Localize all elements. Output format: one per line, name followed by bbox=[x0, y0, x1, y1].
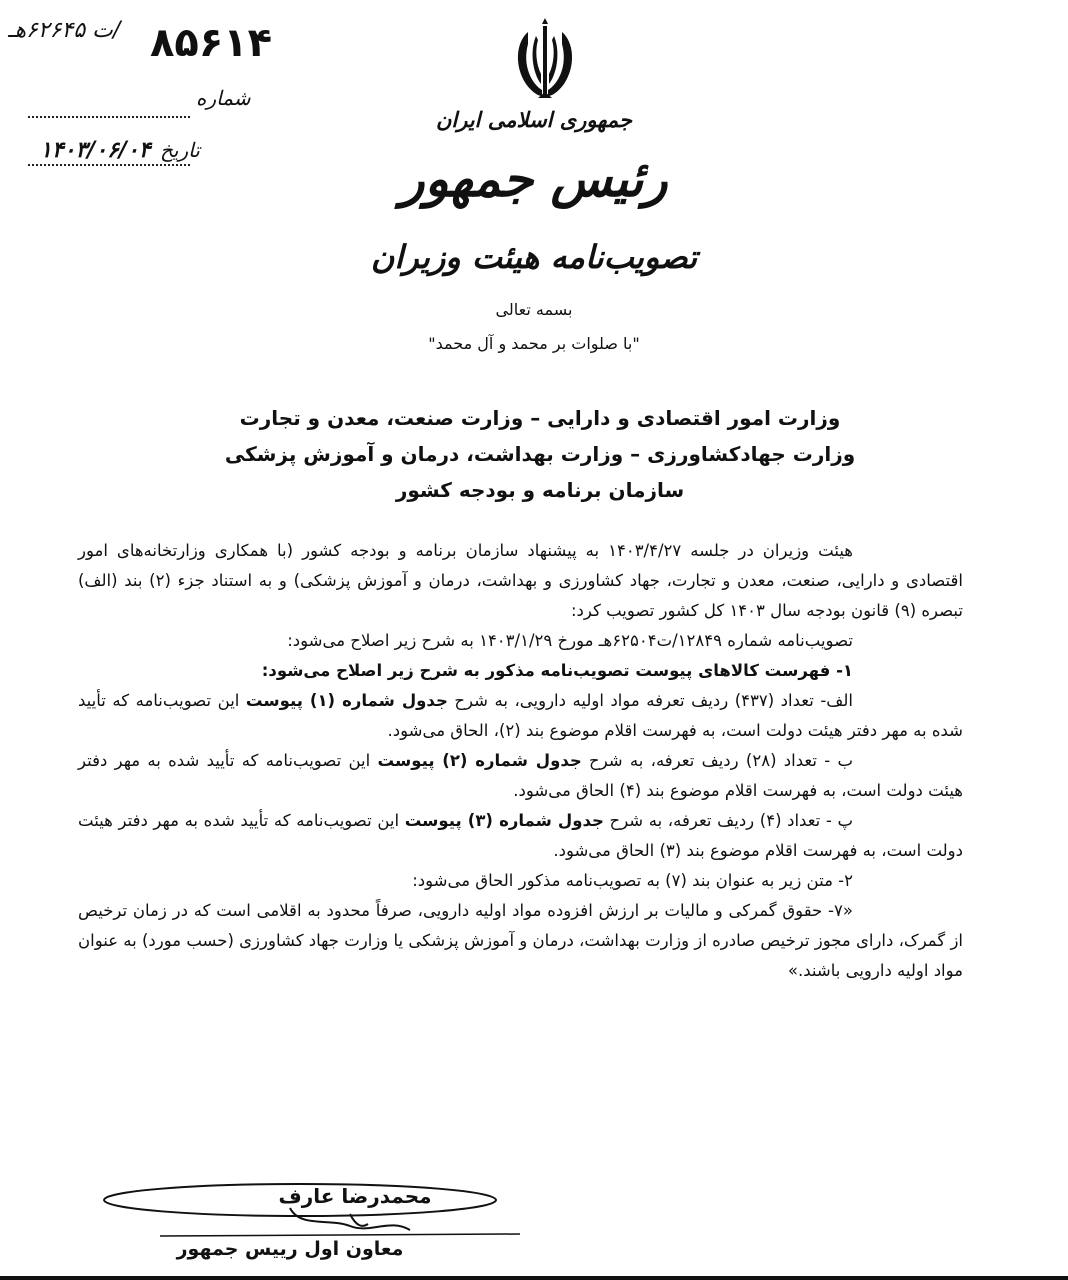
attachment-table-2: جدول شماره (۲) پیوست bbox=[377, 751, 582, 770]
recipient-line: وزارت جهادکشاورزی – وزارت بهداشت، درمان و آموزش پزشکی bbox=[224, 442, 856, 466]
clause-1-a-text: الف- تعداد (۴۳۷) ردیف تعرفه مواد اولیه دارویی، به شرح bbox=[454, 691, 853, 710]
salavat-line: "با صلوات بر محمد و آل محمد" bbox=[428, 334, 640, 353]
clause-7-quote: «۷- حقوق گمرکی و مالیات بر ارزش افزوده مواد اولیه دارویی، صرفاً محدود به اقلامی است که در زمان ترخیص از گمرک، دارای مجوز ترخیص صادره از وزارت بهداشت، درمان و آموزش پزشکی یا وزارت جهاد کشاورزی (حسب مورد) به عنوان مواد اولیه دارویی باشند.» bbox=[78, 901, 963, 980]
intro-paragraph: هیئت وزیران در جلسه ۱۴۰۳/۴/۲۷ به پیشنهاد سازمان برنامه و بودجه کشور (با همکاری وزارتخانه‌های امور اقتصادی و دارایی، صنعت، معدن و تجارت، جهاد کشاورزی و بهداشت، درمان و آموزش پزشکی) و به استناد جزء (۲) بند (الف) تبصره (۹) قانون بودجه سال ۱۴۰۳ کل کشور تصویب کرد: bbox=[78, 541, 963, 620]
date-value: ۱۴۰۳/۰۶/۰۴ bbox=[40, 138, 151, 163]
office-title: رئیس جمهور bbox=[400, 150, 668, 208]
number-label: شماره bbox=[196, 86, 251, 110]
signatory-title: معاون اول رییس جمهور bbox=[176, 1238, 404, 1260]
page-bottom-border bbox=[0, 1276, 1068, 1280]
clause-1-p-text: پ - تعداد (۴) ردیف تعرفه، به شرح bbox=[609, 811, 853, 830]
recipient-line: سازمان برنامه و بودجه کشور bbox=[395, 478, 685, 502]
clause-1-p bbox=[78, 806, 963, 866]
bismillah: بسمه تعالی bbox=[495, 300, 573, 319]
date-label: تاریخ bbox=[160, 138, 200, 162]
reference-number: ۸۵۶۱۴ bbox=[150, 20, 273, 66]
amendment-paragraph: تصویب‌نامه شماره ۱۲۸۴۹/ت۶۲۵۰۴هـ مورخ ۱۴۰۳/۱/۲۹ به شرح زیر اصلاح می‌شود: bbox=[287, 631, 853, 650]
clause-2: ۲- متن زیر به عنوان بند (۷) به تصویب‌نامه مذکور الحاق می‌شود: bbox=[412, 871, 853, 890]
iran-emblem-icon bbox=[508, 14, 582, 100]
document-type: تصویب‌نامه هیئت وزیران bbox=[370, 238, 698, 276]
recipient-line: وزارت امور اقتصادی و دارایی – وزارت صنعت، معدن و تجارت bbox=[239, 406, 841, 430]
recipients-list bbox=[180, 400, 900, 508]
attachment-table-1: جدول شماره (۱) پیوست bbox=[245, 691, 448, 710]
clause-1-p-text-end: این تصویب‌نامه که تأیید شده به مهر دفتر هیئت دولت است، به فهرست اقلام موضوع بند (۳) الحاق می‌شود. bbox=[78, 811, 963, 860]
clause-1-b-text: ب - تعداد (۲۸) ردیف تعرفه، به شرح bbox=[589, 751, 854, 770]
clause-1: ۱- فهرست کالاهای پیوست تصویب‌نامه مذکور به شرح زیر اصلاح می‌شود: bbox=[261, 661, 853, 680]
clause-1-a bbox=[78, 686, 963, 746]
country-name: جمهوری اسلامی ایران bbox=[435, 108, 633, 132]
clause-1-a-text-end: این تصویب‌نامه که تأیید شده به مهر دفتر هیئت دولت است، به فهرست اقلام موضوع بند (۲)، الحاق می‌شود. bbox=[78, 691, 963, 740]
decree-body bbox=[78, 536, 963, 986]
signature-block bbox=[100, 1178, 530, 1278]
attachment-table-3: جدول شماره (۳) پیوست bbox=[404, 811, 604, 830]
clause-1-b-text-end: این تصویب‌نامه که تأیید شده به مهر دفتر هیئت دولت است، به فهرست اقلام موضوع بند (۴) الحاق می‌شود. bbox=[78, 751, 963, 800]
clause-1-b bbox=[78, 746, 963, 806]
signatory-name: محمدرضا عارف bbox=[278, 1184, 432, 1208]
reference-code: /ت ۶۲۶۴۵هـ bbox=[8, 18, 121, 43]
